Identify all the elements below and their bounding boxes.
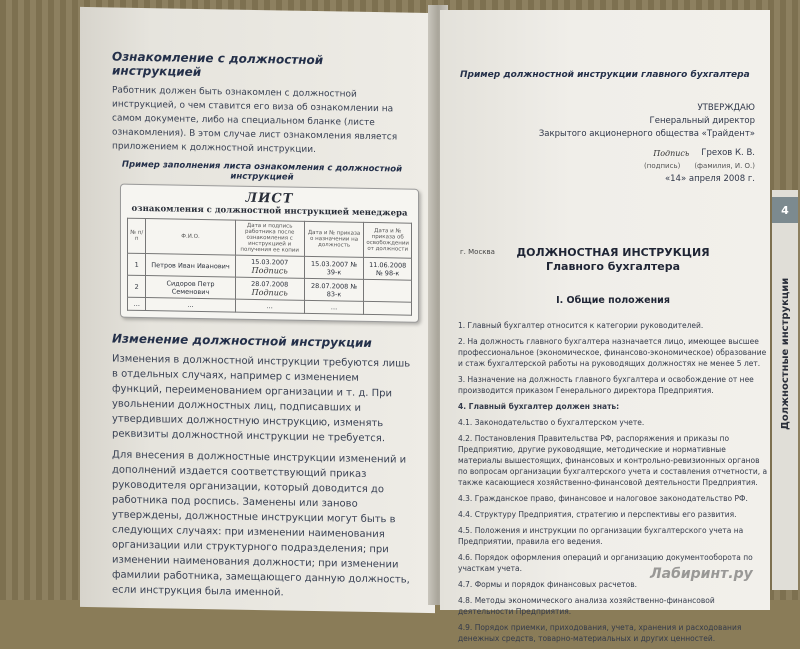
cell-date: 28.07.2008 xyxy=(251,279,289,289)
cell-dismiss xyxy=(364,301,412,315)
right-page xyxy=(440,10,770,643)
section-title-change: Изменение должностной инструкции xyxy=(112,331,372,350)
sheet-subtitle: ознакомления с должностной инструкцией менеджера xyxy=(131,203,408,219)
doc-title-main: ДОЛЖНОСТНАЯ ИНСТРУКЦИЯ xyxy=(516,246,710,259)
cell-name: Сидоров Петр Семенович xyxy=(146,276,235,300)
cell-appoint: 28.07.2008 № 83-к xyxy=(304,278,364,301)
acquaintance-table xyxy=(127,218,412,316)
signature: Подпись xyxy=(653,149,690,158)
signature: Подпись xyxy=(251,265,288,276)
list-item: 4.9. Порядок приемки, приходования, учета, хранения и расходования денежных средств, товарно-материальных и других ценностей. xyxy=(458,623,742,643)
cell-num: 2 xyxy=(128,275,146,297)
list-item: 3. Назначение на должность главного бухгалтера и освобождение от нее производится приказом Генерального директора Предприятия. xyxy=(458,375,754,395)
watermark: Лабиринт.ру xyxy=(650,566,753,582)
cell-appoint: 15.03.2007 № 39-к xyxy=(304,256,364,279)
section-text-change-2: Для внесения в должностные инструкции изменений и дополнений издается соответствующий приказ руководителя организации, который доводится до работника под роспись. Заменены или заново утверждены, должностные инструкции могут быть в следующих случаях: при изменении наименования организации или структурного подразделения; при изменении наименования должности; при изменении фамилии работника, замещающего данную должность, если инструкция была именной. xyxy=(112,449,410,599)
list-item: 4.8. Методы экономического анализа хозяйственно-финансовой деятельности Предприятия. xyxy=(458,596,715,616)
section-text-change-1: Изменения в должностной инструкции требуются лишь в отдельных случаях, например с изменением функций, переименованием организации и т. д. При увольнении должностных лиц, подписавших и утвердивших должностную инструкцию, изменять реквизиты должностной инструкции не требуется. xyxy=(112,353,411,445)
example-title: Пример заполнения листа ознакомления с должностной инструкцией xyxy=(121,159,403,183)
cell-date-sign: … xyxy=(235,299,304,313)
cell-dismiss: 11.06.2008 № 98-к xyxy=(364,257,412,280)
list-item: 4. Главный бухгалтер должен знать: xyxy=(458,402,620,411)
list-item: 4.7. Формы и порядок финансовых расчетов. xyxy=(458,580,638,589)
sign-row xyxy=(500,147,755,160)
doc-title xyxy=(458,246,768,274)
cell-date-sign xyxy=(235,277,304,300)
acquaintance-sheet xyxy=(120,184,419,323)
signer-name: Грехов К. В. xyxy=(701,148,755,158)
table-header-row xyxy=(128,218,412,258)
items-list xyxy=(458,320,768,649)
left-page xyxy=(80,7,435,613)
sign-caption: (подпись) xyxy=(644,162,681,170)
col-header-num: № п/п xyxy=(128,218,146,253)
cell-date-sign xyxy=(235,255,304,278)
page-header: Пример должностной инструкции главного бухгалтера xyxy=(460,70,750,80)
col-header-appoint: Дата и № приказа о назначении на должность xyxy=(304,221,364,257)
cell-dismiss xyxy=(364,279,412,302)
approve-org: Закрытого акционерного общества «Трайдент» xyxy=(538,129,755,139)
left-page-content xyxy=(112,49,412,608)
list-item: 4.4. Структуру Предприятия, стратегию и перспективы его развития. xyxy=(458,510,737,519)
col-header-date-sign: Дата и подпись работника после ознакомления с инструкцией и получения ее копии xyxy=(235,220,304,256)
cell-appoint: … xyxy=(304,300,364,314)
chapter-number: 4 xyxy=(772,197,798,223)
approve-position: Генеральный директор xyxy=(649,116,755,126)
list-item: 4.2. Постановления Правительства РФ, распоряжения и приказы по Предприятию, другие руководящие, методические и нормативные материалы вышестоящих, финансовых и контрольно-ревизионных органов по вопросам организации бухгалтерского учета и составления отчетности, а также касающиеся хозяйственно-финансовой деятельности Предприятия. xyxy=(458,434,768,487)
list-item: 4.3. Гражданское право, финансовое и налоговое законодательство РФ. xyxy=(458,494,748,503)
cell-num: … xyxy=(128,297,146,310)
section-text-acquaintance: Работник должен быть ознакомлен с должностной инструкцией, о чем ставится его виза об ознакомлении на самом документе, либо на специальном бланке (листе ознакомления). В этом случае лист ознакомления является приложением к должностной инструкции. xyxy=(112,85,398,156)
section-title-acquaintance: Ознакомление с должностной инструкцией xyxy=(112,49,324,80)
cell-name: Петров Иван Иванович xyxy=(146,254,235,278)
sign-captions xyxy=(500,160,755,173)
sheet-title: ЛИСТ xyxy=(245,190,294,207)
list-item: 4.1. Законодательство о бухгалтерском учете. xyxy=(458,418,645,427)
approval-block xyxy=(500,102,755,186)
list-item: 2. На должность главного бухгалтера назначается лицо, имеющее высшее профессиональное (экономическое, финансово-экономическое) образование и стаж бухгалтерской работы на руководящих должностях не менее 5 лет. xyxy=(458,337,767,368)
doc-title-sub: Главного бухгалтера xyxy=(545,260,681,273)
signature: Подпись xyxy=(251,287,288,298)
city: г. Москва xyxy=(460,248,495,256)
section-title-general: I. Общие положения xyxy=(556,295,670,306)
name-caption: (фамилия, И. О.) xyxy=(694,162,755,170)
cell-date: 15.03.2007 xyxy=(251,257,289,267)
list-item: 4.6. Порядок оформления операций и организацию документооборота по участкам учета. xyxy=(458,553,753,573)
cell-name: … xyxy=(146,298,235,313)
chapter-label: Должностные инструкции xyxy=(780,277,791,430)
list-item: 1. Главный бухгалтер относится к категории руководителей. xyxy=(458,321,704,330)
cell-num: 1 xyxy=(128,253,146,275)
approve-date: «14» апреля 2008 г. xyxy=(664,174,755,184)
col-header-dismiss: Дата и № приказа об освобождении от должности xyxy=(364,222,412,258)
list-item: 4.5. Положения и инструкции по организации бухгалтерского учета на Предприятии, правила его ведения. xyxy=(458,526,744,546)
col-header-name: Ф.И.О. xyxy=(146,219,235,256)
approve-label: УТВЕРЖДАЮ xyxy=(697,103,755,113)
